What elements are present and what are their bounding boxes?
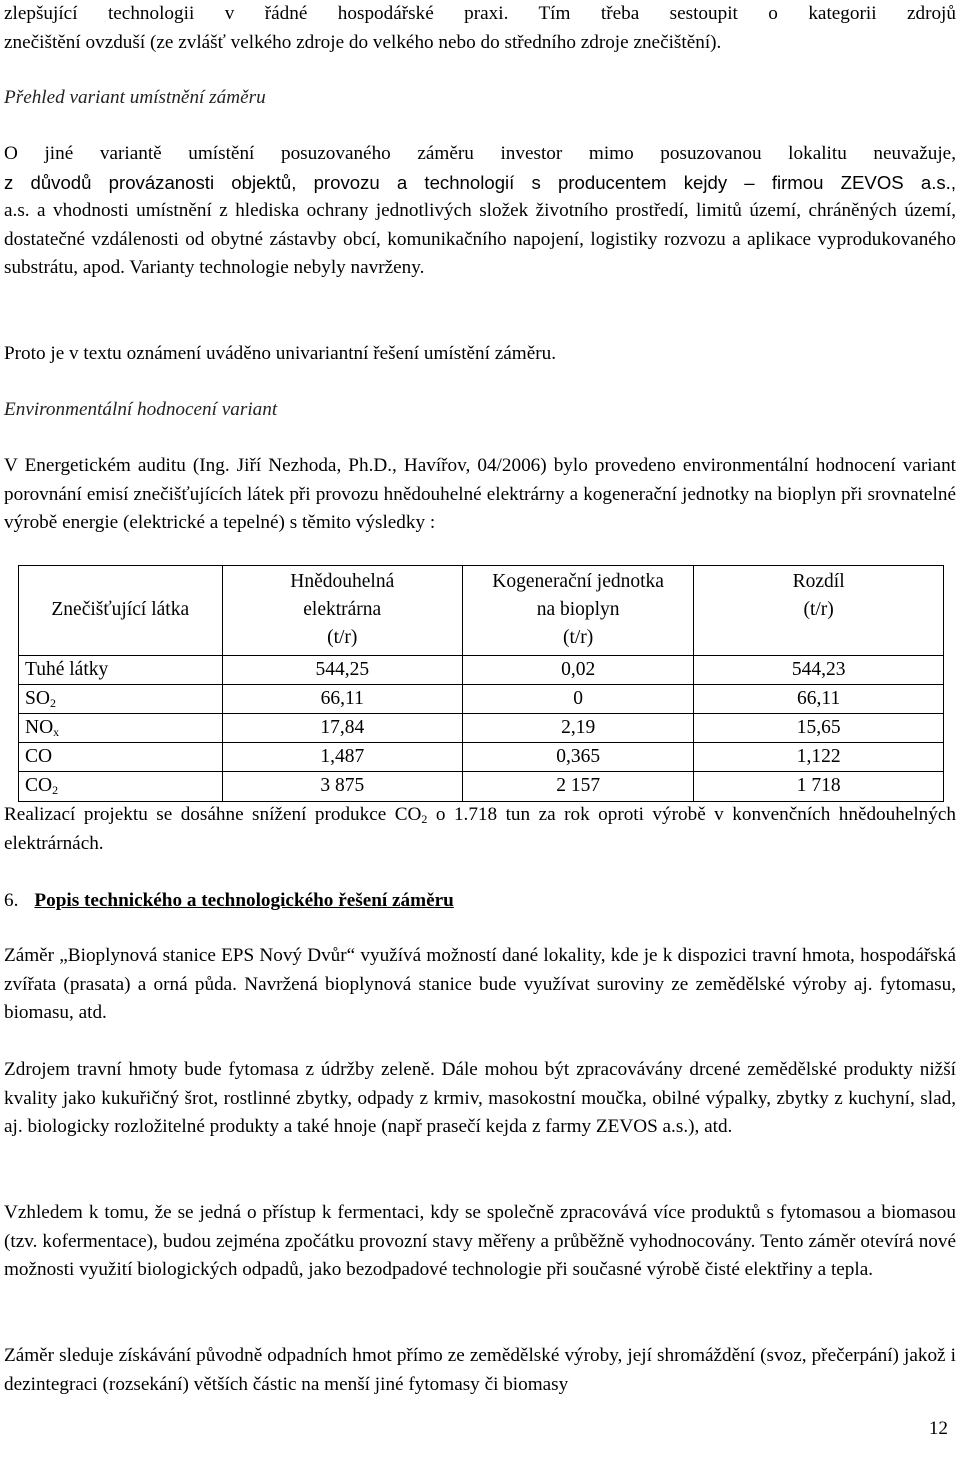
variants-heading: Přehled variant umístnění záměru bbox=[4, 87, 266, 108]
section-6-paragraph-4: Záměr sleduje získávání původně odpadních hmot přímo ze zemědělské výroby, její shromáždění (svoz, přečerpání) jakož i dezintegraci (rozsekání) větších částic na menší jiné fytomasy či biomasy bbox=[4, 1345, 956, 1395]
section-title: Popis technického a technologického řešení záměru bbox=[34, 890, 454, 911]
coal-value: 66,11 bbox=[222, 684, 463, 713]
univariant-sentence: Proto je v textu oznámení uváděno univariantní řešení umístění záměru. bbox=[4, 343, 557, 364]
header-pollutant: Znečišťující látka bbox=[19, 566, 223, 656]
biogas-value: 2,19 bbox=[463, 713, 694, 742]
section-6-heading bbox=[4, 887, 956, 916]
header-coal-plant: Hnědouhelná elektrárna (t/r) bbox=[222, 566, 463, 656]
table-row bbox=[19, 655, 944, 684]
section-6-paragraph-1: Záměr „Bioplynová stanice EPS Nový Dvůr“ využívá možností dané lokality, kde je k dispozici travní hmota, hospodářská zvířata (prasata) a orná půda. Navržená bioplynová stanice bude využívat suroviny ze zemědělské výroby aj. fytomasu, biomasu, atd. bbox=[4, 945, 956, 1024]
variants-line-rest: a.s. a vhodnosti umístnění z hlediska ochrany jednotlivých složek životního prostředí, limitů území, chráněných území, dostatečné vzdálenosti od obytné zástavby obcí, komunikačního napojení, logistiky rozvozu a aplikace vyprodukovaného substrátu, apod. Varianty technologie nebyly navrženy. bbox=[4, 200, 956, 279]
table-row bbox=[19, 743, 944, 772]
pollutant-name: CO bbox=[25, 746, 53, 768]
section-6-paragraph-3: Vzhledem k tomu, že se jedná o přístup k fermentaci, kdy se společně zpracovává více produktů s fytomasou a biomasou (tzv. kofermentace), budou zejména zpočátku provozní stavy měřeny a průběžně vyhodnocovány. Tento záměr otevírá nové možnosti využití biologických odpadů, jako bezodpadové technologie při současné výrobě čisté elektřiny a tepla. bbox=[4, 1202, 956, 1281]
diff-value: 66,11 bbox=[694, 684, 944, 713]
diff-value: 1,122 bbox=[694, 743, 944, 772]
page-number: 12 bbox=[928, 1418, 948, 1439]
variants-paragraph bbox=[4, 140, 956, 283]
env-heading: Environmentální hodnocení variant bbox=[4, 399, 278, 420]
header-cogeneration: Kogenerační jednotka na bioplyn (t/r) bbox=[463, 566, 694, 656]
pollutant-name: CO bbox=[25, 775, 53, 797]
intro-line-1: zlepšující technologii v řádné hospodářské praxi. Tím třeba sestoupit o kategorii zdrojů bbox=[4, 3, 956, 24]
diff-value: 15,65 bbox=[694, 713, 944, 742]
pollutant-name: Tuhé látky bbox=[25, 658, 109, 680]
intro-paragraph bbox=[4, 0, 956, 57]
diff-value: 1 718 bbox=[694, 772, 944, 801]
realization-paragraph: Realizací projektu se dosáhne snížení produkce $CO_2$ o 1.718 tun za rok oproti výrobě v konvenčních hnědouhelných elektrárnách. bbox=[4, 804, 956, 854]
coal-value: 1,487 bbox=[222, 743, 463, 772]
env-paragraph: V Energetickém auditu (Ing. Jiří Nezhoda, Ph.D., Havířov, 04/2006) bylo provedeno environmentální hodnocení variant porovnání emisí znečišťujících látek při provozu hnědouhelné elektrárny a kogenerační jednotky na bioplyn při srovnatelné výrobě energie (elektrické a tepelné) s těmito výsledky : bbox=[4, 455, 956, 534]
intro-line-2: znečištění ovzduší (ze zvlášť velkého zdroje do velkého nebo do středního zdroje znečištění). bbox=[4, 31, 722, 53]
variants-line-1: O jiné variantě umístění posuzovaného záměru investor mimo posuzovanou lokalitu neuvažuje, bbox=[4, 143, 956, 164]
variants-line-2: z důvodů provázanosti objektů, provozu a technologií s producentem kejdy – firmou ZEVOS a.s., bbox=[4, 171, 956, 193]
biogas-value: 2 157 bbox=[463, 772, 694, 801]
coal-value: 3 875 bbox=[222, 772, 463, 801]
header-difference: Rozdíl (t/r) bbox=[694, 566, 944, 656]
section-6-paragraph-2: Zdrojem travní hmoty bude fytomasa z údržby zeleně. Dále mohou být zpracovávány drcené zemědělské produkty nižší kvality jako kukuřičný šrot, rostlinné zbytky, odpady z krmiv, masokostní moučka, obilné výpalky, zbytky z kuchyní, slad, aj. biologicky rozložitelné produkty a také hnoje (např prasečí kejda z farmy ZEVOS a.s.), atd. bbox=[4, 1059, 956, 1138]
table-row: $SO_2$ 66,11 0 66,11 bbox=[19, 684, 944, 713]
diff-value: 544,23 bbox=[694, 655, 944, 684]
biogas-value: 0 bbox=[463, 684, 694, 713]
biogas-value: 0,02 bbox=[463, 655, 694, 684]
coal-value: 17,84 bbox=[222, 713, 463, 742]
pollutant-name: NO bbox=[25, 717, 54, 739]
section-number: 6. bbox=[4, 890, 19, 911]
coal-value: 544,25 bbox=[222, 655, 463, 684]
table-row: $NO_x$ 17,84 2,19 15,65 bbox=[19, 713, 944, 742]
biogas-value: 0,365 bbox=[463, 743, 694, 772]
emissions-table bbox=[18, 565, 944, 802]
table-header-row bbox=[19, 566, 944, 656]
pollutant-name: SO bbox=[25, 687, 50, 709]
table-row: $CO_2$ 3 875 2 157 1 718 bbox=[19, 772, 944, 801]
